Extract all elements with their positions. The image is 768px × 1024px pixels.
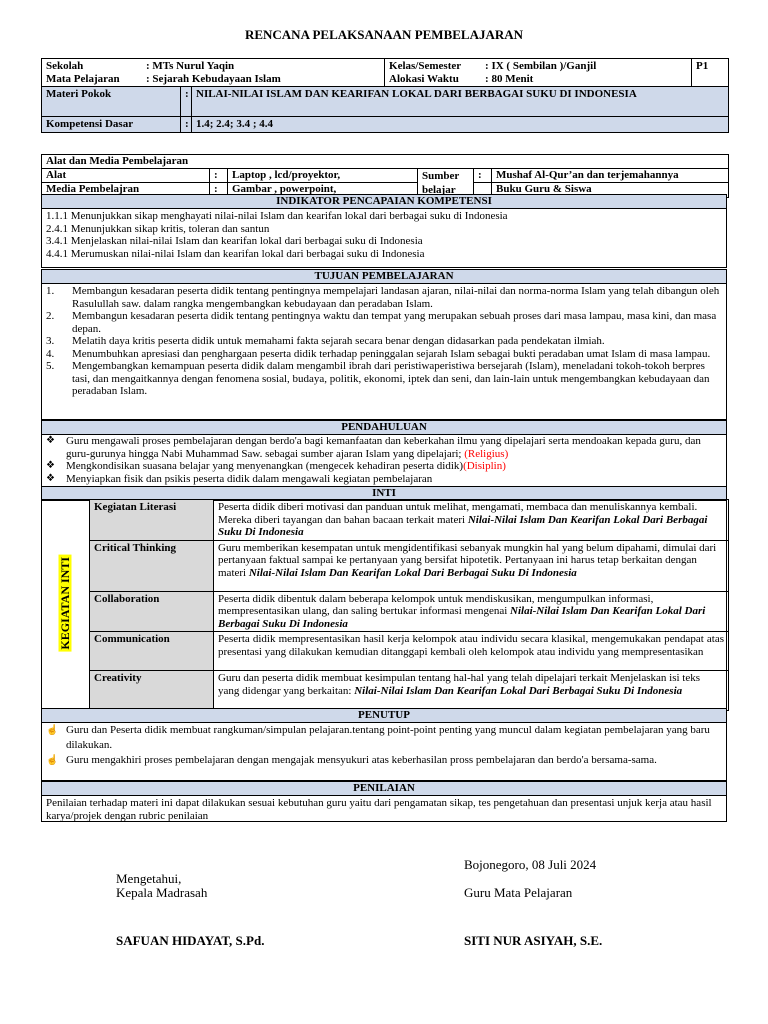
tujuan-item: 2. Membangun kesadaran peserta didik tentang pentingnya waktu dan tempat yang merupakan sebuah proses dari masa lampau, masa kini, dan masa depan. [46,310,717,335]
alat-label: Alat [42,168,210,183]
religius-tag: (Religius) [461,447,509,460]
kd-value: 1.4; 2.4; 3.4 ; 4.4 [192,117,729,133]
place-date: Bojonegoro, 08 Juli 2024 [464,857,597,872]
indikator-item: 2.4.1 Menunjukkan sikap kritis, toleran dan santun [46,222,270,235]
alat-value: Laptop , lcd/proyektor, [228,168,418,183]
pendahuluan-section [41,420,727,487]
pendahuluan-item: ❖ Menyiapkan fisik dan psikis peserta didik dalam mengawali kegiatan pembelajaran [46,472,433,485]
alat-colon: : [210,168,228,183]
diamond-bullet-icon: ❖ [46,460,55,471]
kelas-label: Kelas/Semester [389,60,462,72]
penilaian-heading: PENILAIAN [42,782,726,796]
inti-row-text: Guru memberikan kesempatan untuk mengidentifikasi sebanyak mungkin hal yang belum dipahami, dimulai dari pertanyaan faktual sampai ke pertanyaan yang bersifat hipotetik. Pertanyaan ini harus tetap berkaitan dengan materi Nilai-Nilai Islam Dan Kearifan Lokal Dari Berbagai Suku Di Indonesia [214,540,729,591]
alokasi-label: Alokasi Waktu [389,72,459,85]
inti-row-label: Collaboration [90,591,214,632]
tujuan-item: 4. Menumbuhkan apresiasi dan penghargaan peserta didik terhadap peninggalan sejarah Islam sebagai bukti peradaban umat Islam di masa lampau. [46,347,711,360]
mapel-label: Mata Pelajaran [46,72,120,85]
diamond-bullet-icon: ❖ [46,472,55,484]
tujuan-heading: TUJUAN PEMBELAJARAN [42,270,726,284]
inti-row-text: Peserta didik dibentuk dalam beberapa kelompok untuk mendiskusikan, mengumpulkan informasi, mempresentasikan ulang, dan saling bertukar informasi mengenai Nilai-Nilai Islam Dan Kearifan Lokal Dari Berbagai Suku Di Indonesia [214,591,729,632]
kegiatan-inti-cell [42,500,90,711]
inti-row-text: Peserta didik diberi motivasi dan panduan untuk melihat, mengamati, membaca dan menuliskannya kembali. Mereka diberi tayangan dan bahan bacaan terkait materi Nilai-Nilai Islam Dan Kearifan Lokal Dari Berbagai Suku Di Indonesia [214,500,729,541]
sumber-value-2: Buku Guru & Siswa [492,183,729,198]
penilaian-section [41,781,727,822]
sekolah-label: Sekolah [46,60,84,72]
tujuan-item: 5. Mengembangkan kemampuan peserta didik dalam mengambil ibrah dari peristiwaperistiwa bersejarah (Islam), meneladani tokoh-tokoh berpres tasi, dan mengaitkannya dengan fenomena sosial, budaya, politik, ekonomi, iptek dan seni, dan lain-lain untuk mengembangkan kebudayaan dan peradaban Islam. [46,360,710,397]
penutup-item: ☝ Guru mengakhiri proses pembelajaran dengan mengajak mensyukuri atas keberhasilan pross pembelajaran dan berdo'a bersama-sama. [46,754,657,766]
media-heading: Alat dan Media Pembelajaran [42,155,729,169]
materi-value: NILAI-NILAI ISLAM DAN KEARIFAN LOKAL DARI BERBAGAI SUKU DI INDONESIA [192,87,729,117]
alokasi-value: : 80 Menit [485,72,534,85]
penilaian-text: Penilaian terhadap materi ini dapat dilakukan sesuai kebutuhan guru yaitu dari pengamatan sikap, tes pengetahuan dan presentasi unjuk kerja atau hasil karya/projek dengan rubric penilaian [46,797,712,822]
document-title: RENCANA PELAKSANAAN PEMBELAJARAN [244,27,524,42]
media-table [41,154,729,198]
kelas-value: : IX ( Sembilan )/Ganjil [485,60,597,72]
sekolah-value: : MTs Nurul Yaqin [146,60,235,72]
inti-row-label: Kegiatan Literasi [90,500,214,541]
penutup-section [41,708,727,781]
kd-label: Kompetensi Dasar [42,117,181,133]
mapel-value: : Sejarah Kebudayaan Islam [146,72,281,85]
kd-colon: : [181,117,192,133]
inti-row-label: Critical Thinking [90,540,214,591]
identity-table [41,58,729,133]
inti-row-label: Communication [90,632,214,671]
inti-row-label: Creativity [90,671,214,711]
diamond-bullet-icon: ❖ [46,435,55,446]
materi-label: Materi Pokok [42,87,181,117]
kegiatan-inti-label: KEGIATAN INTI [58,556,73,650]
sumber-value-1: Mushaf Al-Qur’an dan terjemahannya [492,168,729,183]
indikator-item: 1.1.1 Menunjukkan sikap menghayati nilai-nilai Islam dan kearifan lokal dari berbagai suku di Indonesia [46,210,508,222]
inti-row-text: Guru dan peserta didik membuat kesimpulan tentang hal-hal yang telah dipelajari terkait Menjelaskan isi teks yang didengar yang berkaitan: Nilai-Nilai Islam Dan Kearifan Lokal Dari Berbagai Suku Di Indonesia [214,671,729,711]
materi-colon: : [181,87,192,117]
media-colon: : [210,183,228,198]
inti-table [41,499,729,711]
media-label: Media Pembelajran [42,183,210,198]
indikator-section [41,194,727,268]
pendahuluan-heading: PENDAHULUAN [42,421,726,435]
penutup-item: ☝ Guru dan Peserta didik membuat rangkuman/simpulan pelajaran.tentang point-point penting yang muncul dalam kegiatan pembelajaran yang baru dilakukan. [46,724,710,751]
pertemuan-code: P1 [692,59,729,87]
pointing-hand-icon: ☝ [46,725,59,736]
tujuan-item: 3. Melatih daya kritis peserta didik untuk memahami fakta sejarah secara benar dengan didasarkan pada pendekatan ilmiah. [46,335,605,347]
pendahuluan-item: ❖ Mengkondisikan suasana belajar yang menyenangkan (mengecek kehadiran peserta didik)(Disiplin) [46,460,506,472]
media-value: Gambar , powerpoint, [228,183,418,198]
penutup-heading: PENUTUP [42,709,726,723]
indikator-item: 4.4.1 Merumuskan nilai-nilai Islam dan kearifan lokal dari berbagai suku di Indonesia [46,247,425,260]
guru-title-label: Guru Mata Pelajaran [464,885,573,900]
tujuan-item: 1. Membangun kesadaran peserta didik tentang pentingnya mempelajari landasan ajaran, nilai-nilai dan norma-norma Islam yang telah dibangun oleh Rasulullah saw. dalam rangka mengembangkan kebudayaan dan peradaban Islam. [46,285,720,310]
disiplin-tag: (Disiplin) [463,460,506,472]
pendahuluan-item: ❖ Guru mengawali proses pembelajaran dengan berdo'a bagi kemanfaatan dan keberkahan ilmu yang dipelajari serta mendoakan kepada guru, dan guru-gurunya hingga Nabi Muhammad Saw. sebagai sumber ajaran Islam yang dipelajari; (Religius) [46,435,701,460]
indikator-item: 3.4.1 Menjelaskan nilai-nilai Islam dan kearifan lokal dari berbagai suku di Indonesia [46,235,423,247]
inti-row-text: Peserta didik mempresentasikan hasil kerja kelompok atau individu secara klasikal, mengemukakan pendapat atas presentasi yang dilakukan kemudian ditanggapi kembali oleh kelompok atau individu yang mempresentasikan [214,632,729,671]
kepala-madrasah-label: Kepala Madrasah [116,885,208,900]
kepala-name: SAFUAN HIDAYAT, S.Pd. [116,933,265,948]
guru-name: SITI NUR ASIYAH, S.E. [464,933,603,948]
inti-heading: INTI [42,487,726,501]
tujuan-section [41,269,727,420]
mengetahui-label: Mengetahui, [116,871,182,886]
pointing-hand-icon: ☝ [46,755,59,766]
indikator-heading: INDIKATOR PENCAPAIAN KOMPETENSI [42,195,726,209]
sumber-colon: : [474,168,492,183]
sumber-label: Sumber belajar [418,168,474,197]
